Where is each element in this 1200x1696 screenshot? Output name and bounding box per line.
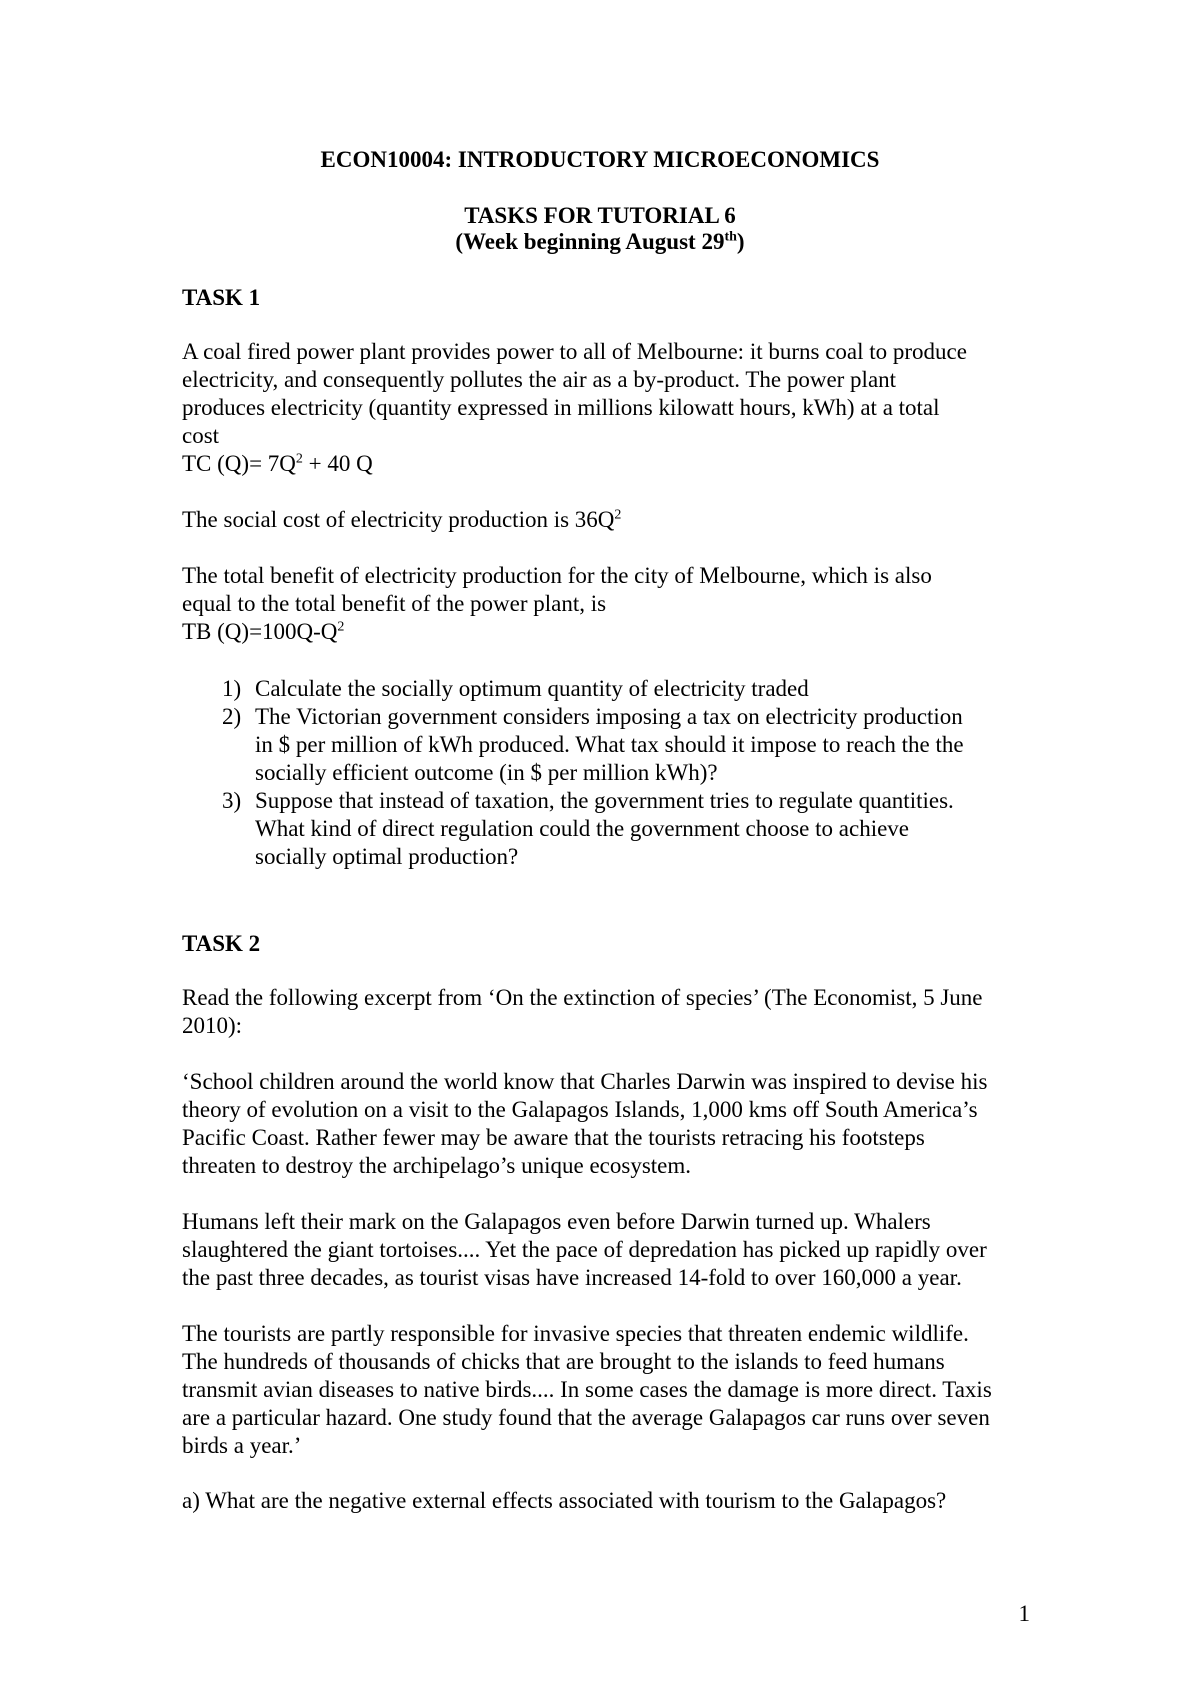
task2-intro-line: 2010): — [182, 1013, 243, 1038]
question-line: in $ per million of kWh produced. What tax should it impose to reach the the — [255, 732, 964, 757]
question-line: socially optimal production? — [255, 844, 519, 869]
week-subtitle: (Week beginning August 29th) — [455, 229, 745, 254]
excerpt-line: Pacific Coast. Rather fewer may be aware that the tourists retracing his footsteps — [182, 1125, 925, 1150]
page-number: 1 — [1018, 1601, 1030, 1626]
excerpt-line: birds a year.’ — [182, 1433, 302, 1458]
excerpt-paragraph-2 — [182, 1208, 1027, 1292]
excerpt-line: Humans left their mark on the Galapagos even before Darwin turned up. Whalers — [182, 1209, 931, 1234]
excerpt-paragraph-3 — [182, 1320, 1027, 1460]
excerpt-line: slaughtered the giant tortoises.... Yet the pace of depredation has picked up rapidly over — [182, 1237, 987, 1262]
task1-intro-line: cost — [182, 423, 220, 448]
excerpt-line: ‘School children around the world know that Charles Darwin was inspired to devise his — [182, 1069, 988, 1094]
excerpt-line: are a particular hazard. One study found that the average Galapagos car runs over seven — [182, 1405, 990, 1430]
task1-heading: TASK 1 — [182, 285, 261, 310]
task2-intro-line: Read the following excerpt from ‘On the extinction of species’ (The Economist, 5 June — [182, 985, 983, 1010]
task1-questions — [182, 675, 1027, 871]
question-line: The Victorian government considers imposing a tax on electricity production — [255, 704, 963, 729]
question-line: socially efficient outcome (in $ per million kWh)? — [255, 760, 718, 785]
excerpt-line: The hundreds of thousands of chicks that are brought to the islands to feed humans — [182, 1349, 945, 1374]
question-item — [182, 787, 1027, 871]
task2-heading: TASK 2 — [182, 931, 261, 956]
excerpt-line: The tourists are partly responsible for invasive species that threaten endemic wildlife. — [182, 1321, 969, 1346]
total-benefit-equation: TB $(Q)=100Q-Q^2$ — [182, 619, 345, 644]
question-number: 2) — [222, 704, 242, 729]
excerpt-line: theory of evolution on a visit to the Galapagos Islands, 1,000 kms off South America’s — [182, 1097, 978, 1122]
benefit-line: The total benefit of electricity production for the city of Melbourne, which is also — [182, 563, 932, 588]
social-cost-statement: The social cost of electricity production is $36Q^2$ — [182, 507, 622, 532]
question-line: Suppose that instead of taxation, the government tries to regulate quantities. — [255, 788, 954, 813]
excerpt-line: transmit avian diseases to native birds.... In some cases the damage is more direct. Taxis — [182, 1377, 992, 1402]
excerpt-line: threaten to destroy the archipelago’s unique ecosystem. — [182, 1153, 692, 1178]
course-title: ECON10004: INTRODUCTORY MICROECONOMICS — [320, 147, 880, 172]
tutorial-title: TASKS FOR TUTORIAL 6 — [464, 203, 736, 228]
question-item — [182, 675, 1027, 703]
total-cost-equation: TC $(Q)= 7Q^2 + 40$ Q — [182, 451, 373, 476]
task2-question-a: a) What are the negative external effects associated with tourism to the Galapagos? — [182, 1488, 947, 1513]
excerpt-paragraph-1 — [182, 1068, 1027, 1180]
question-line: What kind of direct regulation could the government choose to achieve — [255, 816, 909, 841]
question-item — [182, 703, 1027, 787]
question-number: 1) — [222, 676, 242, 701]
question-line: Calculate the socially optimum quantity of electricity traded — [255, 676, 809, 701]
total-benefit-statement — [182, 562, 1027, 646]
question-list — [182, 675, 1027, 871]
task2-intro — [182, 984, 1027, 1040]
question-number: 3) — [222, 788, 242, 813]
task1-intro-line: electricity, and consequently pollutes the air as a by-product. The power plant — [182, 367, 897, 392]
task1-intro-line: produces electricity (quantity expressed in millions kilowatt hours, kWh) at a total — [182, 395, 940, 420]
task1-intro-line: A coal fired power plant provides power to all of Melbourne: it burns coal to produce — [182, 339, 967, 364]
task1-intro — [182, 338, 1027, 478]
benefit-line: equal to the total benefit of the power plant, is — [182, 591, 607, 616]
excerpt-line: the past three decades, as tourist visas have increased 14-fold to over 160,000 a year. — [182, 1265, 962, 1290]
